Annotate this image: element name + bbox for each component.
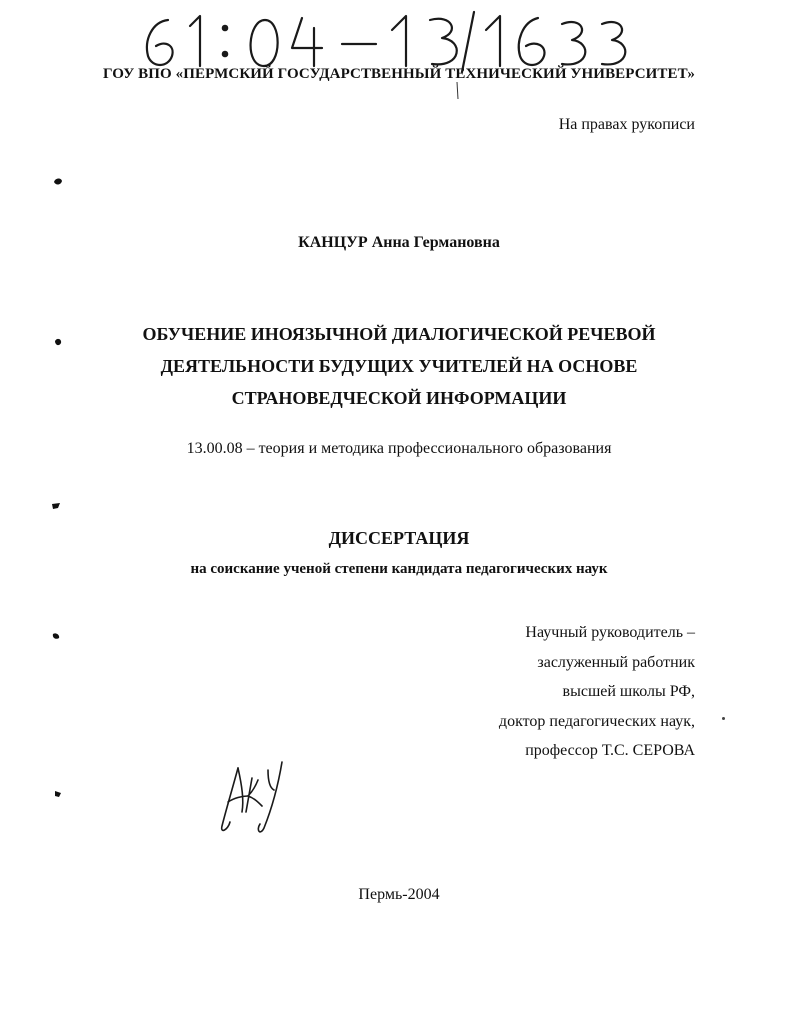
margin-speck-4	[50, 630, 62, 642]
city-year: Пермь-2004	[358, 886, 440, 903]
margin-speck-3	[50, 500, 62, 512]
document-type: ДИССЕРТАЦИЯ	[328, 528, 470, 548]
author-name: КАНЦУР Анна Германовна	[298, 234, 500, 251]
degree-line: на соискание ученой степени кандидата педагогических наук	[190, 561, 608, 577]
supervisor-line: заслуженный работник	[537, 653, 695, 671]
title-line: ОБУЧЕНИЕ ИНОЯЗЫЧНОЙ ДИАЛОГИЧЕСКОЙ РЕЧЕВОЙ	[142, 324, 656, 344]
margin-speck-1	[52, 176, 64, 188]
handwritten-signature	[212, 750, 292, 836]
supervisor-block	[499, 618, 695, 766]
title-line: СТРАНОВЕДЧЕСКОЙ ИНФОРМАЦИИ	[231, 388, 567, 408]
manuscript-note: На правах рукописи	[558, 116, 695, 133]
scan-speck-right	[722, 717, 725, 720]
supervisor-line: доктор педагогических наук,	[498, 712, 695, 730]
supervisor-line: Научный руководитель –	[525, 624, 695, 641]
margin-speck-5	[52, 788, 64, 800]
supervisor-line: профессор Т.С. СЕРОВА	[525, 742, 695, 759]
specialty-code: 13.00.08 – теория и методика профессионального образования	[186, 440, 612, 457]
dissertation-title	[0, 318, 798, 414]
supervisor-line: высшей школы РФ,	[562, 683, 695, 700]
title-line: ДЕЯТЕЛЬНОСТИ БУДУЩИХ УЧИТЕЛЕЙ НА ОСНОВЕ	[160, 356, 638, 376]
pen-tick-mark	[453, 82, 461, 100]
university-name: ГОУ ВПО «ПЕРМСКИЙ ГОСУДАРСТВЕННЫЙ ТЕХНИЧЕСКИЙ УНИВЕРСИТЕТ»	[103, 66, 695, 82]
